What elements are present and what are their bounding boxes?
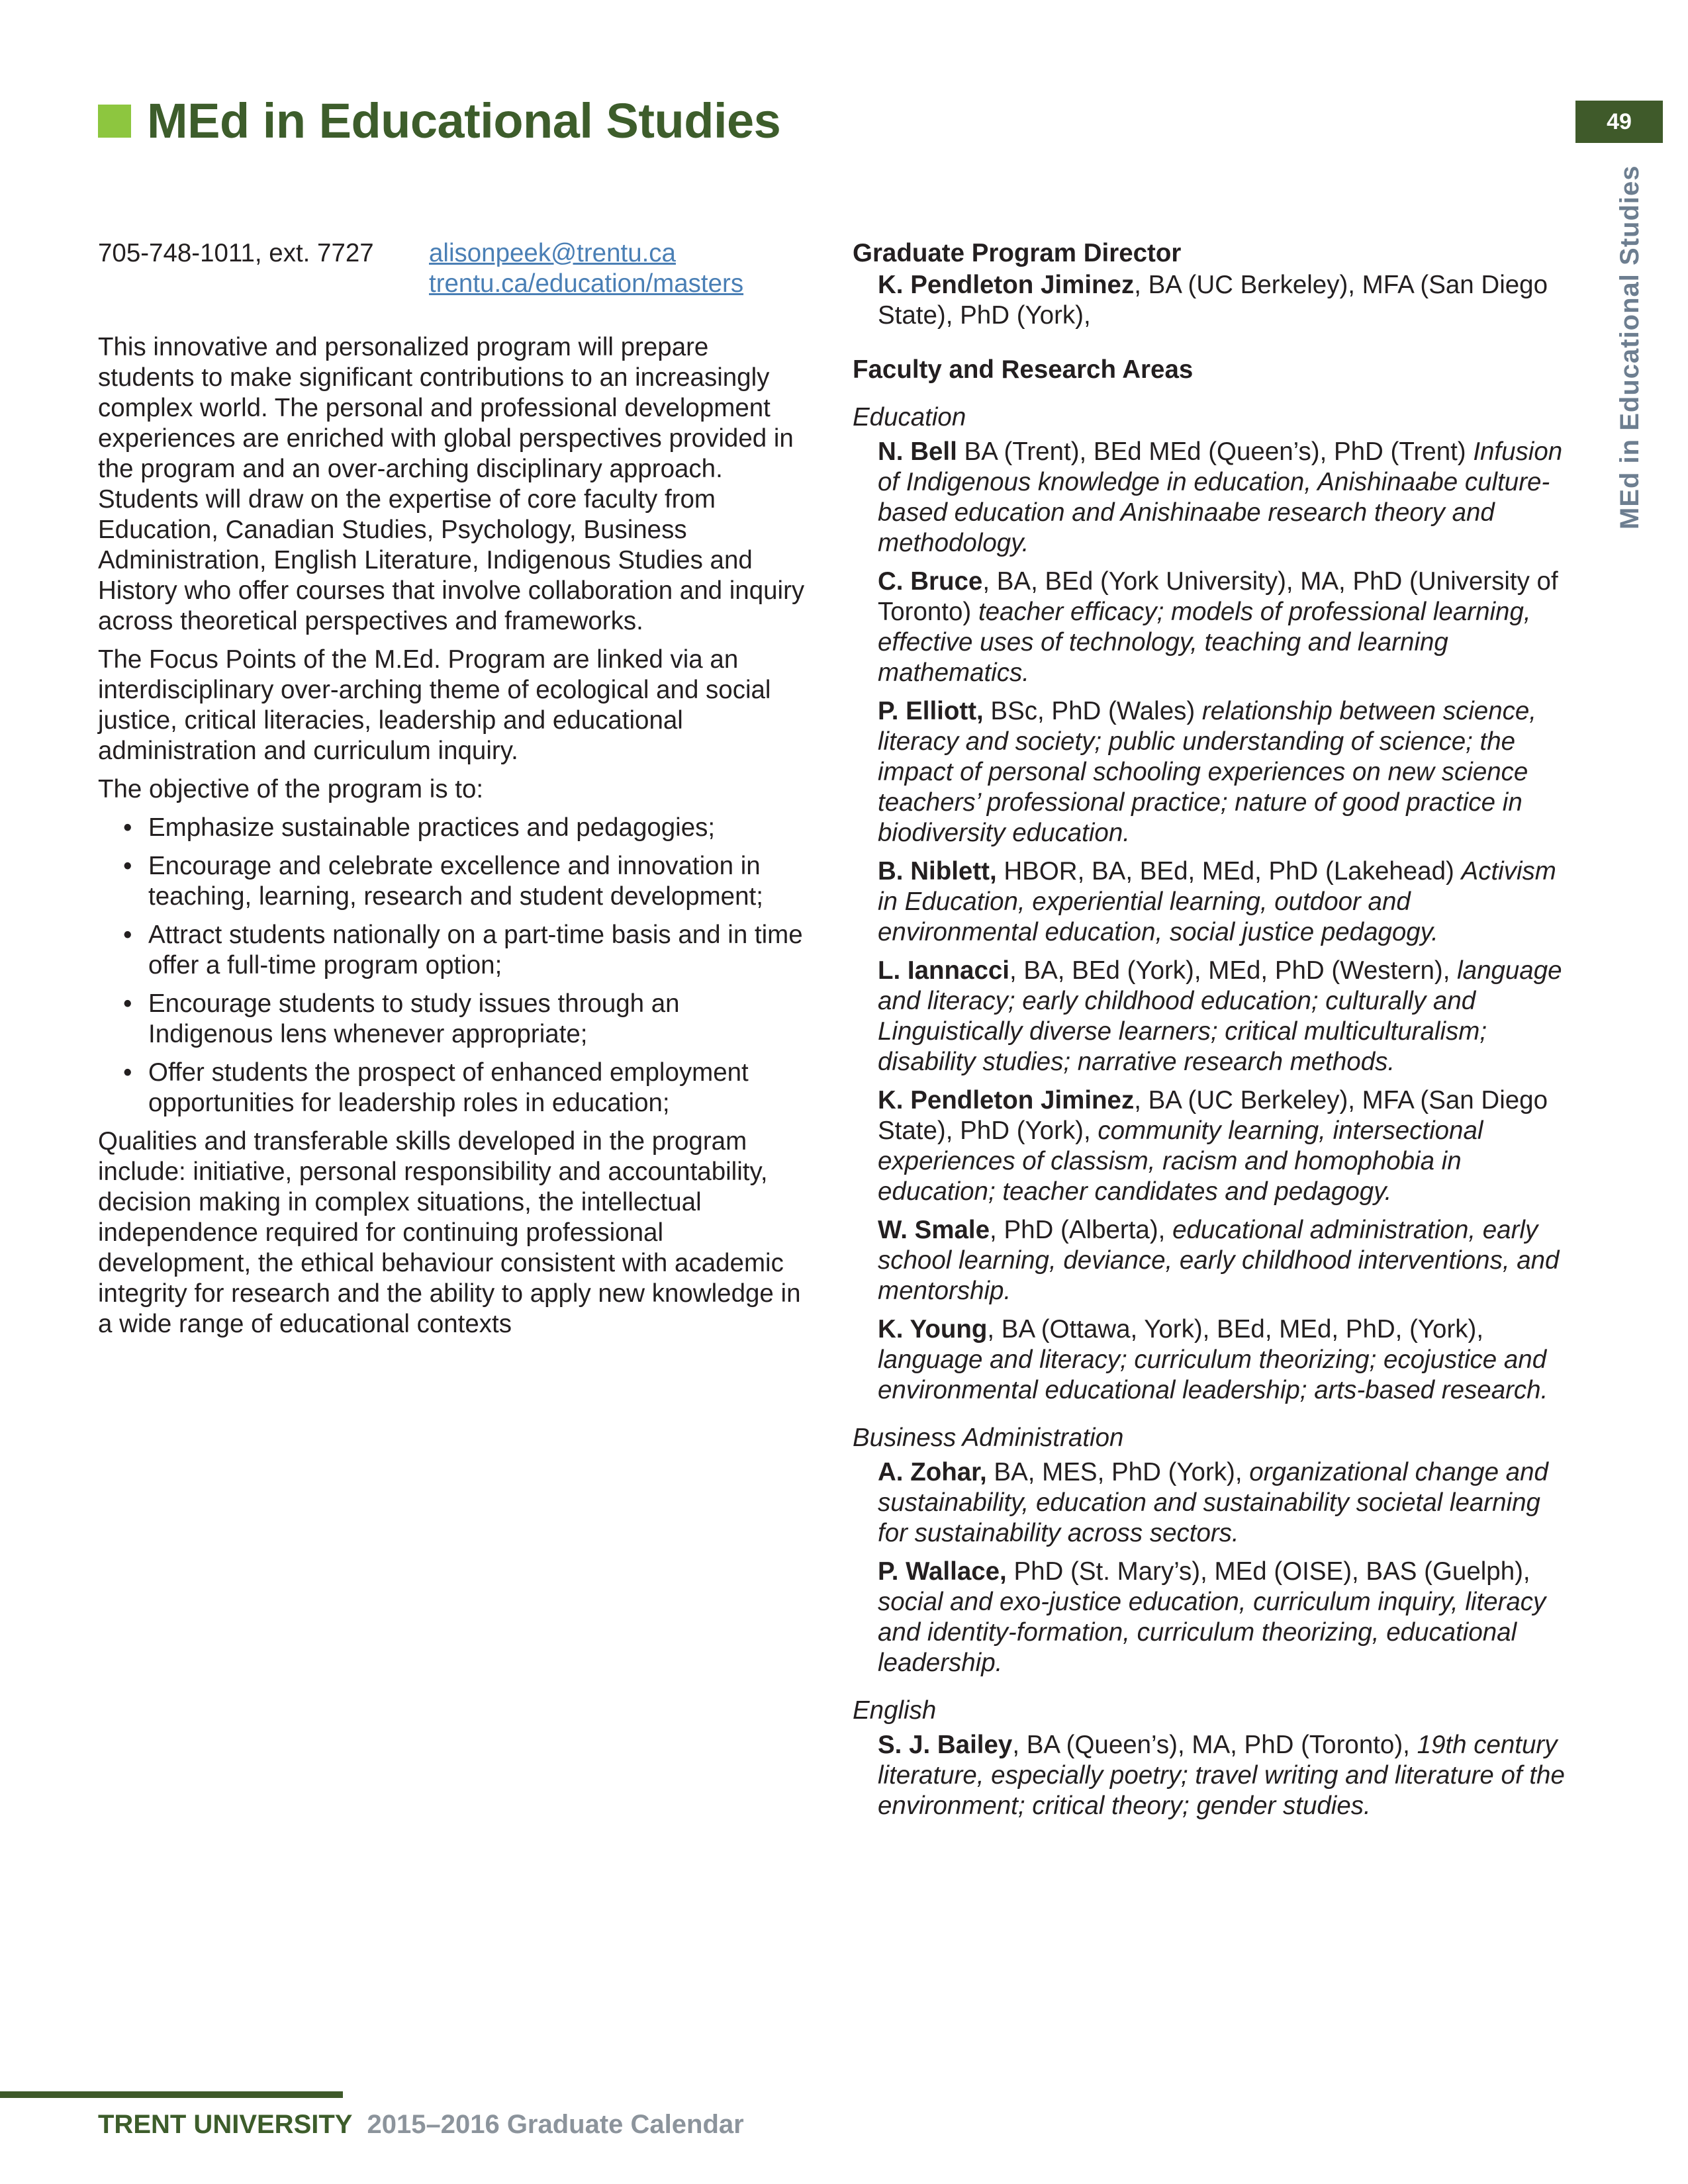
email-link[interactable]: alisonpeek@trentu.ca (429, 239, 676, 267)
page-title: MEd in Educational Studies (147, 93, 781, 148)
page-footer (98, 2110, 744, 2140)
faculty-entry (853, 1457, 1574, 1549)
faculty-name: N. Bell (878, 437, 957, 466)
faculty-research: community learning, intersectional experiences of classism, racism and homophobia in education; teacher candidates and pedagogy. (878, 1116, 1483, 1206)
faculty-research: educational administration, early school learning, deviance, early childhood interventions, and mentorship. (878, 1216, 1560, 1305)
faculty-credentials: , BA, BEd (York University), MA, PhD (University of Toronto) (878, 567, 1558, 626)
faculty-entry (853, 437, 1574, 559)
faculty-credentials: , BA (Ottawa, York), BEd, MEd, PhD, (York), (987, 1315, 1484, 1343)
faculty-heading: Faculty and Research Areas (853, 355, 1194, 384)
faculty-credentials: , BA (Queen’s), MA, PhD (Toronto), (1012, 1731, 1417, 1759)
list-item: • Encourage and celebrate excellence and innovation in teaching, learning, research and student development; (123, 851, 806, 912)
faculty-name: A. Zohar, (878, 1458, 987, 1486)
faculty-credentials: , BA (UC Berkeley), MFA (San Diego State), PhD (York), (878, 1086, 1548, 1145)
faculty-research: language and literacy; early childhood education; culturally and Linguistically diverse learners; critical multiculturalism; disability studies; narrative research methods. (878, 956, 1562, 1076)
faculty-name: K. Young (878, 1315, 988, 1343)
faculty-credentials: BSc, PhD (Wales) (983, 697, 1202, 725)
faculty-entry (853, 1314, 1574, 1406)
faculty-credentials: PhD (St. Mary’s), MEd (OISE), BAS (Guelph), (1006, 1557, 1530, 1586)
footer-university: TRENT UNIVERSITY (98, 2110, 353, 2139)
area-heading-english: English (853, 1696, 937, 1725)
faculty-credentials: , BA, BEd (York), MEd, PhD (Western), (1009, 956, 1458, 985)
director-name: K. Pendleton Jiminez (878, 271, 1135, 299)
faculty-research: language and literacy; curriculum theorizing; ecojustice and environmental educational leadership; arts-based research. (878, 1345, 1548, 1404)
faculty-research: teacher efficacy; models of professional learning, effective uses of technology, teaching and learning mathematics. (878, 598, 1531, 687)
faculty-name: W. Smale (878, 1216, 990, 1244)
faculty-credentials: HBOR, BA, BEd, MEd, PhD (Lakehead) (996, 857, 1462, 886)
faculty-research: Infusion of Indigenous knowledge in education, Anishinaabe culture-based education and Anishinaabe research theory and methodology. (878, 437, 1563, 557)
website-link[interactable]: trentu.ca/education/masters (429, 269, 744, 298)
list-item: • Encourage students to study issues through an Indigenous lens whenever appropriate; (123, 989, 806, 1050)
faculty-name: C. Bruce (878, 567, 983, 596)
list-item: • Attract students nationally on a part-time basis and in time offer a full-time program option; (123, 920, 806, 981)
title-square-marker (98, 105, 131, 138)
faculty-name: P. Elliott, (878, 697, 984, 725)
faculty-research: 19th century literature, especially poetry; travel writing and literature of the environment; critical theory; gender studies. (878, 1731, 1565, 1820)
faculty-research: Activism in Education, experiential learning, outdoor and environmental education, social justice pedagogy. (878, 857, 1556, 946)
faculty-entry (853, 1730, 1574, 1821)
faculty-research: organizational change and sustainability, education and sustainability societal learning for sustainability across sectors. (878, 1458, 1548, 1547)
faculty-name: P. Wallace, (878, 1557, 1007, 1586)
faculty-credentials: , PhD (Alberta), (990, 1216, 1173, 1244)
faculty-entry (853, 1085, 1574, 1207)
area-heading-education: Education (853, 403, 966, 432)
faculty-name: S. J. Bailey (878, 1731, 1013, 1759)
faculty-name: K. Pendleton Jiminez (878, 1086, 1135, 1115)
right-column (853, 238, 1574, 1829)
list-item: • Emphasize sustainable practices and pedagogies; (123, 813, 806, 843)
faculty-research: relationship between science, literacy and society; public understanding of science; the impact of personal schooling experiences on new science teachers’ professional practice; nature of good practice in biodiversity education. (878, 697, 1536, 847)
phone-number: 705-748-1011, ext. 7727 (98, 239, 374, 267)
faculty-entry (853, 1557, 1574, 1678)
contact-block (98, 238, 806, 299)
director-heading: Graduate Program Director (853, 239, 1182, 267)
faculty-credentials: BA, MES, PhD (York), (986, 1458, 1250, 1486)
faculty-entry (853, 956, 1574, 1077)
list-item: • Offer students the prospect of enhanced employment opportunities for leadership roles in education; (123, 1058, 806, 1118)
intro-paragraph: The Focus Points of the M.Ed. Program are linked via an interdisciplinary over-arching theme of ecological and social justice, critical literacies, leadership and educational administration and curriculum inquiry. (98, 645, 771, 765)
faculty-entry (853, 1215, 1574, 1306)
faculty-entry (853, 856, 1574, 948)
footer-calendar: 2015–2016 Graduate Calendar (367, 2110, 744, 2139)
qualities-paragraph: Qualities and transferable skills developed in the program include: initiative, personal responsibility and accountability, decision making in complex situations, the intellectual independence required for continuing professional development, the ethical behaviour consistent with academic integrity for research and the ability to apply new knowledge in a wide range of educational contexts (98, 1127, 801, 1338)
side-section-label: MEd in Educational Studies (1615, 165, 1644, 529)
intro-paragraph: The objective of the program is to: (98, 775, 484, 803)
footer-rule (0, 2091, 343, 2098)
page-header (98, 93, 780, 149)
area-heading-business: Business Administration (853, 1424, 1124, 1452)
intro-paragraph: This innovative and personalized program will prepare students to make significant contributions to an increasingly complex world. The personal and professional development experiences are enriched with global perspectives provided in the program and an over-arching disciplinary approach. Students will draw on the expertise of core faculty from Education, Canadian Studies, Psychology, Business Administration, English Literature, Indigenous Studies and History who offer courses that involve collaboration and inquiry across theoretical perspectives and frameworks. (98, 333, 805, 635)
director-entry (853, 270, 1574, 331)
page-number-badge: 49 (1575, 101, 1663, 143)
faculty-entry (853, 567, 1574, 688)
faculty-research: social and exo-justice education, curriculum inquiry, literacy and identity-formation, curriculum theorizing, educational leadership. (878, 1588, 1546, 1677)
director-credentials: , BA (UC Berkeley), MFA (San Diego State), PhD (York), (878, 271, 1548, 330)
objectives-list (98, 813, 806, 1118)
faculty-name: L. Iannacci (878, 956, 1009, 985)
faculty-entry (853, 696, 1574, 848)
faculty-credentials: BA (Trent), BEd MEd (Queen’s), PhD (Trent) (957, 437, 1474, 466)
left-column (98, 238, 806, 1347)
contact-links (429, 238, 806, 299)
faculty-name: B. Niblett, (878, 857, 997, 886)
